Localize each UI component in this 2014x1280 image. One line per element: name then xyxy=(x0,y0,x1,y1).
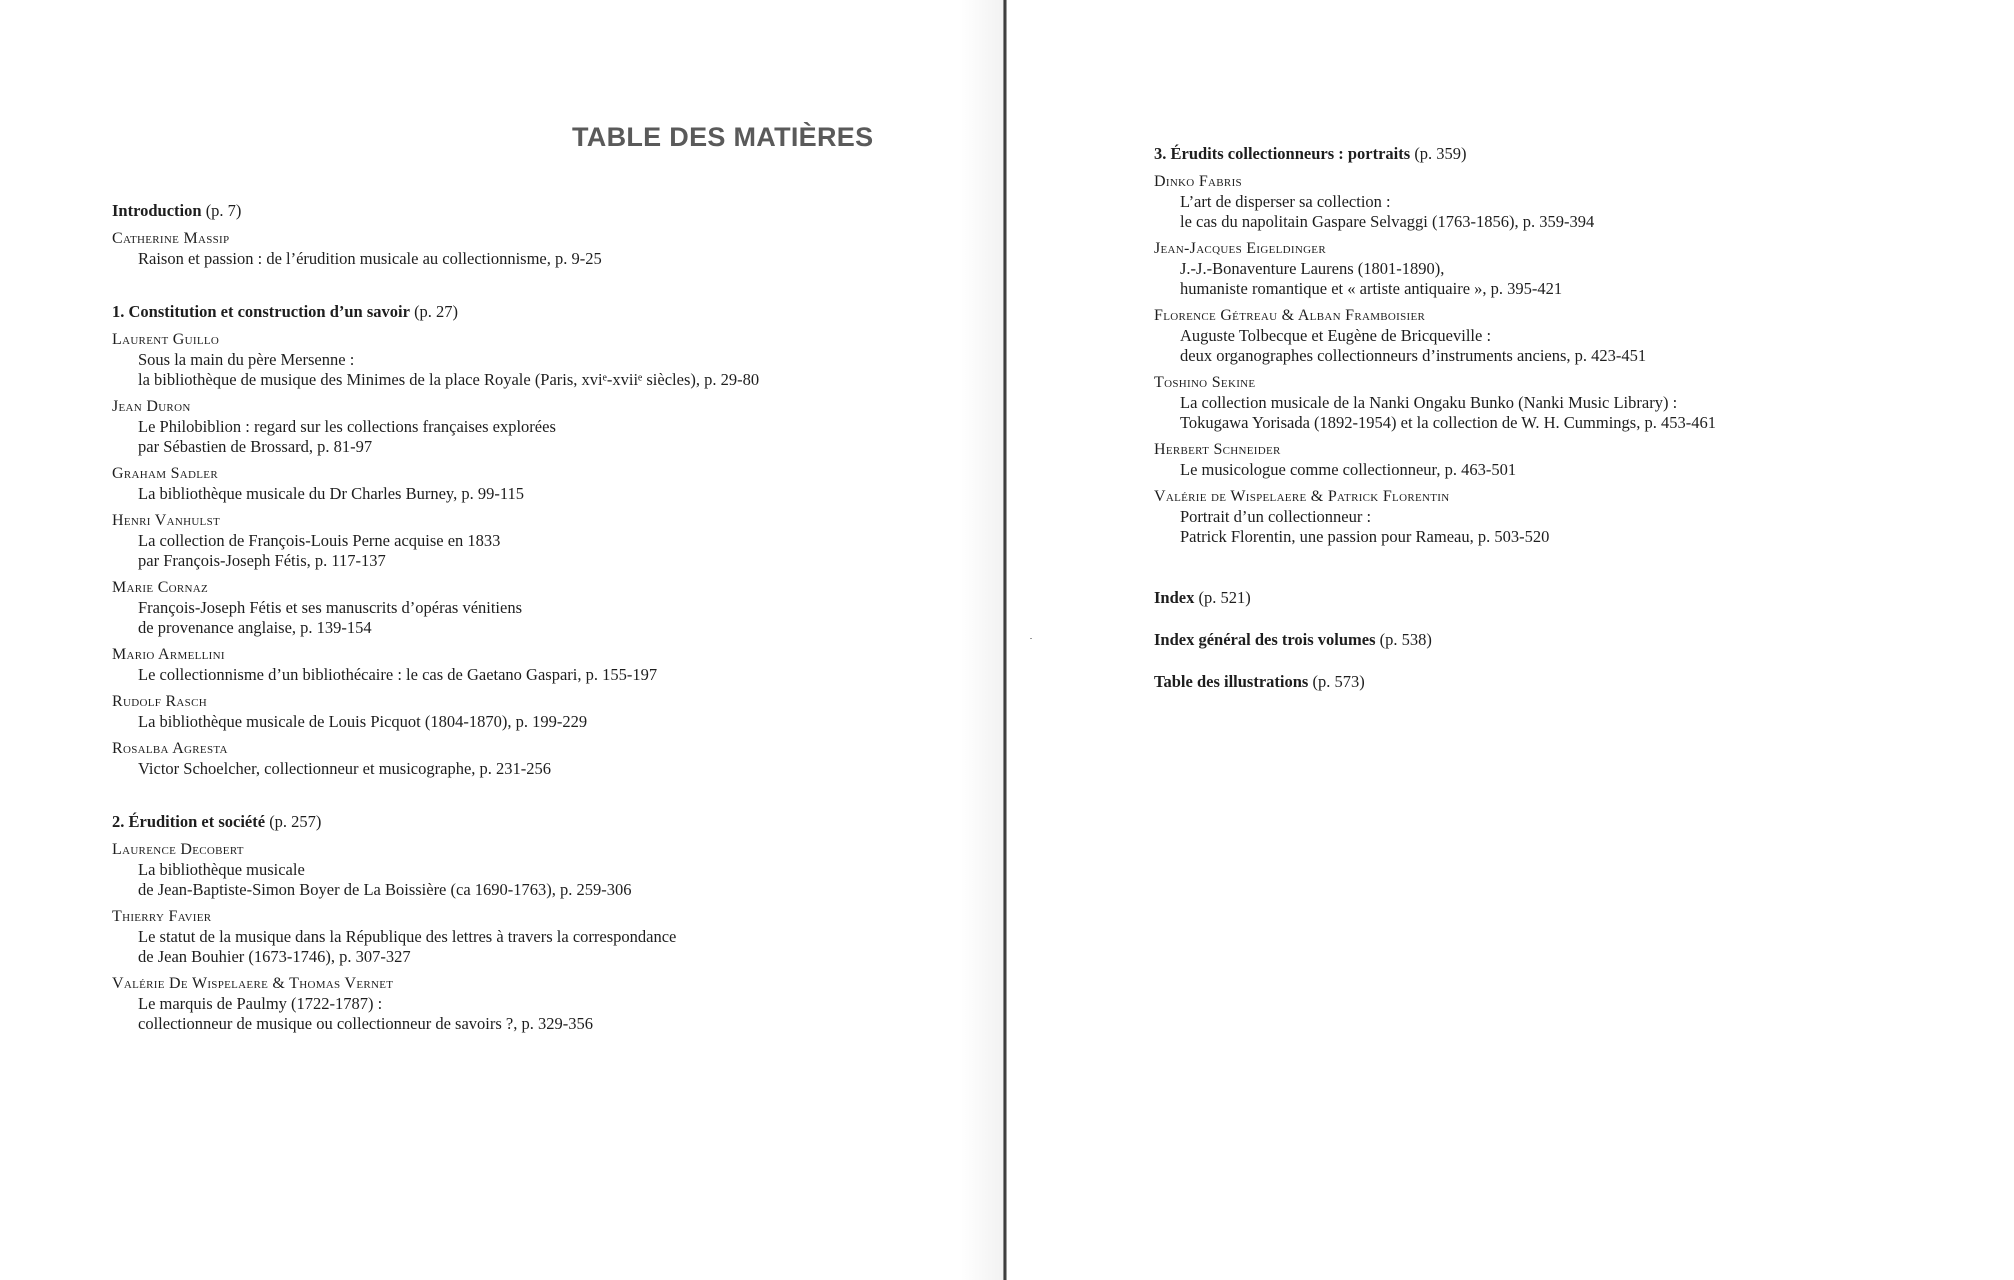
entry-title-line: humaniste romantique et « artiste antiquaire », p. 395-421 xyxy=(1180,279,1563,298)
entry-author: Mario Armellini xyxy=(112,646,225,663)
index-entry xyxy=(1154,629,1994,651)
entry-title-line: Le statut de la musique dans la République des lettres à travers la correspondance xyxy=(138,927,677,946)
entry-title-line: La bibliothèque musicale de Louis Picquot (1804-1870), p. 199-229 xyxy=(138,712,588,731)
index-page: (p. 538) xyxy=(1379,630,1432,649)
index-page: (p. 573) xyxy=(1312,672,1365,691)
left-toc-column xyxy=(112,200,992,1034)
toc-entry xyxy=(112,840,992,900)
index-page: (p. 521) xyxy=(1198,588,1251,607)
entry-title-line: de Jean-Baptiste-Simon Boyer de La Boissière (ca 1690-1763), p. 259-306 xyxy=(138,880,632,899)
entry-title-line: Le musicologue comme collectionneur, p. 463-501 xyxy=(1180,460,1517,479)
entry-title-line: Victor Schoelcher, collectionneur et musicographe, p. 231-256 xyxy=(138,759,552,778)
section-spacer xyxy=(1154,547,1994,587)
entry-title-line: François-Joseph Fétis et ses manuscrits d’opéras vénitiens xyxy=(138,598,523,617)
entry-author: Graham Sadler xyxy=(112,465,218,482)
entry-title-line: Portrait d’un collectionneur : xyxy=(1180,507,1372,526)
toc-entry xyxy=(1154,440,1994,480)
section-label: 3. Érudits collectionneurs : portraits xyxy=(1154,144,1411,163)
section-page: (p. 257) xyxy=(269,812,322,831)
entry-author: Valérie De Wispelaere & Thomas Vernet xyxy=(112,975,394,992)
entry-title-line: deux organographes collectionneurs d’instruments anciens, p. 423-451 xyxy=(1180,346,1647,365)
entry-title-line: La collection de François-Louis Perne acquise en 1833 xyxy=(138,531,501,550)
toc-entry xyxy=(1154,306,1994,366)
entry-title-line: de provenance anglaise, p. 139-154 xyxy=(138,618,372,637)
entry-title-line: La collection musicale de la Nanki Ongaku Bunko (Nanki Music Library) : xyxy=(1180,393,1678,412)
toc-entry xyxy=(1154,172,1994,232)
intro-label: Introduction xyxy=(112,201,202,220)
entry-title-line: Patrick Florentin, une passion pour Rameau, p. 503-520 xyxy=(1180,527,1550,546)
entry-author: Valérie de Wispelaere & Patrick Florentin xyxy=(1154,488,1450,505)
entry-author: Dinko Fabris xyxy=(1154,173,1242,190)
section-2-heading xyxy=(112,811,992,833)
toc-entry xyxy=(112,692,992,732)
section-label: 2. Érudition et société xyxy=(112,812,266,831)
section-label: 1. Constitution et construction d’un savoir xyxy=(112,302,410,321)
entry-title-line: Le Philobiblion : regard sur les collections françaises explorées xyxy=(138,417,556,436)
entry-author: Jean Duron xyxy=(112,398,191,415)
toc-entry xyxy=(1154,239,1994,299)
entry-title-line: La bibliothèque musicale xyxy=(138,860,305,879)
toc-entry xyxy=(112,645,992,685)
entry-title-line: Auguste Tolbecque et Eugène de Bricqueville : xyxy=(1180,326,1492,345)
page-title: TABLE DES MATIÈRES xyxy=(572,122,874,152)
entry-title-line: J.-J.-Bonaventure Laurens (1801-1890), xyxy=(1180,259,1445,278)
toc-entry xyxy=(112,578,992,638)
toc-entry xyxy=(112,464,992,504)
toc-entry xyxy=(112,739,992,779)
entry-title-line: Sous la main du père Mersenne : xyxy=(138,350,355,369)
entry-title-line: par François-Joseph Fétis, p. 117-137 xyxy=(138,551,386,570)
entry-author: Catherine Massip xyxy=(112,230,230,247)
entry-title-line: L’art de disperser sa collection : xyxy=(1180,192,1391,211)
entry-title-line: le cas du napolitain Gaspare Selvaggi (1763-1856), p. 359-394 xyxy=(1180,212,1595,231)
entry-author: Herbert Schneider xyxy=(1154,441,1281,458)
entry-author: Thierry Favier xyxy=(112,908,212,925)
toc-entry xyxy=(112,511,992,571)
entry-author: Marie Cornaz xyxy=(112,579,209,596)
entry-title-line: de Jean Bouhier (1673-1746), p. 307-327 xyxy=(138,947,411,966)
section-spacer xyxy=(112,269,992,301)
section-1-heading xyxy=(112,301,992,323)
entry-title-line: Le collectionnisme d’un bibliothécaire : le cas de Gaetano Gaspari, p. 155-197 xyxy=(138,665,658,684)
section-3-heading xyxy=(1154,143,1994,165)
toc-entry xyxy=(112,397,992,457)
toc-entry xyxy=(112,907,992,967)
toc-entry xyxy=(1154,487,1994,547)
intro-page: (p. 7) xyxy=(205,201,242,220)
entry-title-line: Tokugawa Yorisada (1892-1954) et la collection de W. H. Cummings, p. 453-461 xyxy=(1180,413,1716,432)
index-label: Index général des trois volumes xyxy=(1154,630,1376,649)
index-label: Index xyxy=(1154,588,1195,607)
entry-title-line: La bibliothèque musicale du Dr Charles Burney, p. 99-115 xyxy=(138,484,524,503)
book-gutter xyxy=(1003,0,1007,1280)
entry-author: Laurence Decobert xyxy=(112,841,244,858)
toc-entry xyxy=(112,330,992,390)
entry-author: Toshino Sekine xyxy=(1154,374,1256,391)
entry-title-line: Raison et passion : de l’érudition musicale au collectionnisme, p. 9-25 xyxy=(138,249,602,268)
entry-author: Laurent Guillo xyxy=(112,331,220,348)
left-page xyxy=(0,0,1003,1280)
entry-author: Henri Vanhulst xyxy=(112,512,221,529)
intro-heading xyxy=(112,200,992,222)
entry-author: Rosalba Agresta xyxy=(112,740,228,757)
index-label: Table des illustrations xyxy=(1154,672,1309,691)
index-entry xyxy=(1154,587,1994,609)
entry-title-line: collectionneur de musique ou collectionneur de savoirs ?, p. 329-356 xyxy=(138,1014,593,1033)
entry-author: Florence Gétreau & Alban Framboisier xyxy=(1154,307,1426,324)
right-toc-column xyxy=(1154,143,1994,713)
right-page xyxy=(1008,0,2014,1280)
entry-author: Rudolf Rasch xyxy=(112,693,207,710)
index-entry xyxy=(1154,671,1994,693)
paper-speck xyxy=(1030,638,1032,639)
entry-author: Jean-Jacques Eigeldinger xyxy=(1154,240,1326,257)
toc-entry xyxy=(112,229,992,269)
toc-entry xyxy=(1154,373,1994,433)
section-page: (p. 359) xyxy=(1414,144,1467,163)
section-spacer xyxy=(112,779,992,811)
entry-title-line: par Sébastien de Brossard, p. 81-97 xyxy=(138,437,373,456)
section-page: (p. 27) xyxy=(414,302,459,321)
toc-entry xyxy=(112,974,992,1034)
entry-title-line: la bibliothèque de musique des Minimes de la place Royale (Paris, xviᵉ-xviiᵉ siècles), p. 29-80 xyxy=(138,370,760,389)
entry-title-line: Le marquis de Paulmy (1722-1787) : xyxy=(138,994,383,1013)
